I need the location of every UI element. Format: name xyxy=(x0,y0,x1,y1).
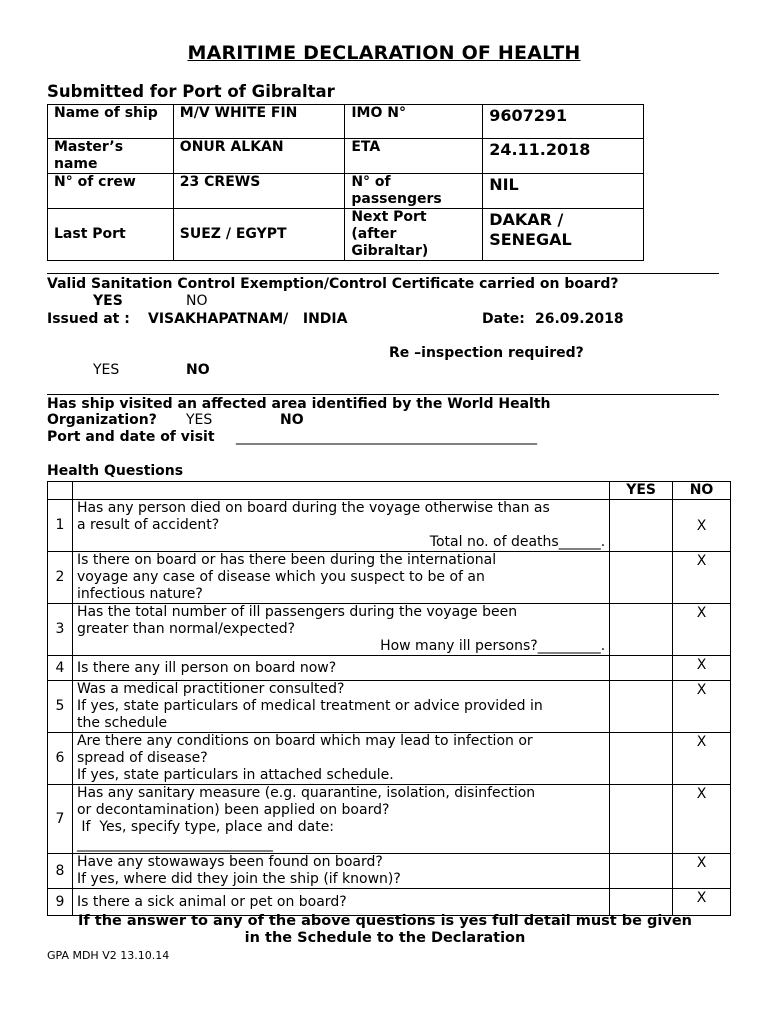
question-line: Was a medical practitioner consulted? xyxy=(76,681,345,697)
no-mark: X xyxy=(673,785,731,854)
table-header-row xyxy=(48,482,731,500)
last-port-label: Last Port xyxy=(48,209,174,261)
ill-persons-field: How many ill persons?_________. xyxy=(380,638,606,654)
question-line: or decontamination) been applied on board? xyxy=(76,802,390,818)
question-number: 4 xyxy=(48,656,73,681)
question-line: greater than normal/expected? xyxy=(76,621,296,637)
yes-cell xyxy=(610,785,673,854)
issued-at-label: Issued at : xyxy=(47,311,130,327)
crew-label: N° of crew xyxy=(48,174,174,209)
reinspection-no: NO xyxy=(186,362,210,378)
question-line: voyage any case of disease which you suspect to be of an xyxy=(76,569,485,585)
question-line: Are there any conditions on board which may lead to infection or xyxy=(76,733,533,749)
yes-cell xyxy=(610,656,673,681)
question-line: Have any stowaways been found on board? xyxy=(76,854,383,870)
affected-area-question-line1: Has ship visited an affected area identified by the World Health xyxy=(47,396,551,412)
affected-area-no: NO xyxy=(280,412,304,428)
question-text xyxy=(72,733,609,785)
table-row xyxy=(48,552,731,604)
question-line: If yes, state particulars in attached schedule. xyxy=(76,767,394,783)
document-code: GPA MDH V2 13.10.14 xyxy=(47,949,170,962)
question-line: Has any sanitary measure (e.g. quarantine, isolation, disinfection xyxy=(76,785,536,801)
question-line: infectious nature? xyxy=(76,586,203,602)
master-label: Master’s name xyxy=(48,139,174,174)
eta-value: 24.11.2018 xyxy=(483,139,644,174)
next-port-label: Next Port (after Gibraltar) xyxy=(345,209,483,261)
question-line: a result of accident? xyxy=(76,517,220,533)
no-mark: X xyxy=(673,552,731,604)
port-visit-blank: ___________________________________________ xyxy=(236,429,537,445)
port-visit-label: Port and date of visit xyxy=(47,429,215,445)
passengers-value: NIL xyxy=(483,174,644,209)
yes-cell xyxy=(610,500,673,552)
no-mark: X xyxy=(673,656,731,681)
reinspection-yes: YES xyxy=(93,362,120,378)
question-line: Is there a sick animal or pet on board? xyxy=(76,893,347,910)
question-number: 7 xyxy=(48,785,73,854)
question-line: Is there any ill person on board now? xyxy=(76,659,337,676)
question-line: If yes, state particulars of medical treatment or advice provided in xyxy=(76,698,543,714)
affected-area-question-line2: Organization? xyxy=(47,412,157,428)
sanitation-yes: YES xyxy=(93,293,123,309)
question-text xyxy=(72,889,609,916)
column-yes-header: YES xyxy=(610,482,673,500)
yes-cell xyxy=(610,604,673,656)
crew-value: 23 CREWS xyxy=(173,174,345,209)
table-row xyxy=(48,604,731,656)
question-number: 5 xyxy=(48,681,73,733)
imo-label: IMO N° xyxy=(345,105,483,139)
ship-info-table xyxy=(47,104,644,261)
health-questions-table xyxy=(47,481,731,916)
table-row xyxy=(48,889,731,916)
issued-at-value: VISAKHAPATNAM/ INDIA xyxy=(148,311,348,327)
no-mark: X xyxy=(673,681,731,733)
affected-area-yes: YES xyxy=(186,412,213,428)
table-row xyxy=(48,733,731,785)
question-line: Is there on board or has there been during the international xyxy=(76,552,497,568)
question-text xyxy=(72,681,609,733)
yes-cell xyxy=(610,733,673,785)
no-mark: X xyxy=(673,733,731,785)
question-text xyxy=(72,552,609,604)
page-title: MARITIME DECLARATION OF HEALTH xyxy=(187,42,581,64)
yes-cell xyxy=(610,889,673,916)
no-mark: X xyxy=(673,604,731,656)
question-text xyxy=(72,500,609,552)
question-number: 9 xyxy=(48,889,73,916)
page-subtitle: Submitted for Port of Gibraltar xyxy=(47,82,335,101)
master-value: ONUR ALKAN xyxy=(173,139,345,174)
issue-date-label: Date: xyxy=(482,311,525,327)
sanitation-question: Valid Sanitation Control Exemption/Control Certificate carried on board? xyxy=(47,276,619,292)
divider-line xyxy=(47,394,719,395)
no-mark: X xyxy=(673,889,731,916)
table-row xyxy=(48,681,731,733)
divider-line xyxy=(47,273,719,274)
question-line: Has any person died on board during the voyage otherwise than as xyxy=(76,500,550,516)
question-text xyxy=(72,854,609,889)
imo-value: 9607291 xyxy=(483,105,644,139)
question-number: 6 xyxy=(48,733,73,785)
deaths-count-field: Total no. of deaths______. xyxy=(429,534,606,550)
table-row xyxy=(48,854,731,889)
last-port-value: SUEZ / EGYPT xyxy=(173,209,345,261)
question-text xyxy=(72,785,609,854)
question-line: spread of disease? xyxy=(76,750,208,766)
question-number: 8 xyxy=(48,854,73,889)
table-row xyxy=(48,785,731,854)
question-text xyxy=(72,604,609,656)
question-line: Has the total number of ill passengers during the voyage been xyxy=(76,604,518,620)
specify-blank: ____________________________ xyxy=(76,836,273,852)
eta-label: ETA xyxy=(345,139,483,174)
column-no-header: NO xyxy=(673,482,731,500)
question-number: 1 xyxy=(48,500,73,552)
question-number: 2 xyxy=(48,552,73,604)
question-text xyxy=(72,656,609,681)
reinspection-question: Re –inspection required? xyxy=(389,345,584,361)
question-line: the schedule xyxy=(76,715,168,731)
ship-name-label: Name of ship xyxy=(48,105,174,139)
table-row xyxy=(48,500,731,552)
yes-cell xyxy=(610,854,673,889)
yes-cell xyxy=(610,681,673,733)
no-mark: X xyxy=(673,854,731,889)
footer-note-line1: If the answer to any of the above questions is yes full detail must be given xyxy=(78,913,692,929)
sanitation-no: NO xyxy=(186,293,208,309)
health-questions-heading: Health Questions xyxy=(47,463,184,479)
footer-note xyxy=(40,913,730,947)
footer-note-line2: in the Schedule to the Declaration xyxy=(244,930,526,946)
ship-name-value: M/V WHITE FIN xyxy=(173,105,345,139)
question-line: If Yes, specify type, place and date: xyxy=(76,819,335,835)
question-line: If yes, where did they join the ship (if known)? xyxy=(76,871,401,887)
issue-date-value: 26.09.2018 xyxy=(535,311,624,327)
yes-cell xyxy=(610,552,673,604)
no-mark: X xyxy=(673,500,731,552)
question-number: 3 xyxy=(48,604,73,656)
next-port-value: DAKAR / SENEGAL xyxy=(483,209,644,261)
passengers-label: N° of passengers xyxy=(345,174,483,209)
table-row xyxy=(48,656,731,681)
